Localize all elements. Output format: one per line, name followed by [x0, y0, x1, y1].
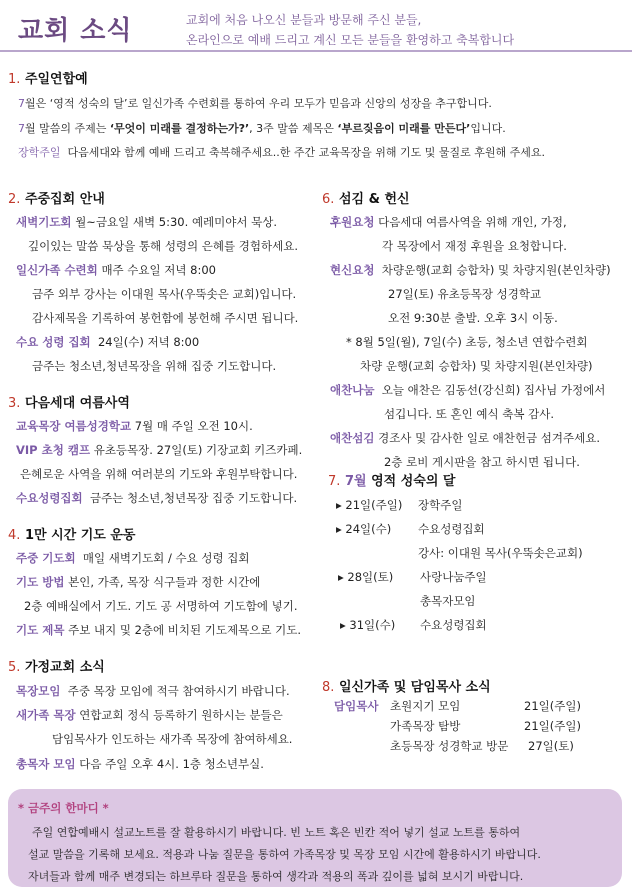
section-2-heading: 2. 주중집회 안내	[8, 192, 105, 207]
s8-date: 21일(주일)	[524, 719, 581, 733]
weekly-word-line: 주일 연합예배시 설교노트를 잘 활용하시기 바랍니다. 빈 노트 혹은 빈칸 적어 넣기 설교 노트를 통하여	[32, 826, 521, 839]
page-title: 교회 소식	[18, 16, 133, 46]
weekly-word-line: 자녀들과 함께 매주 변경되는 하브루타 질문을 통하여 생각과 적용의 폭과 깊이를 넓혀 보시기 바랍니다.	[28, 870, 524, 883]
s6-item: 차량 운행(교회 승합차) 및 차량지원(본인차량)	[360, 359, 593, 373]
section-1-heading: 1. 주일연합예	[8, 72, 88, 87]
s2-item: 깊이있는 말씀 묵상을 통해 성령의 은혜를 경험하세요.	[28, 239, 298, 253]
s2-item: 새벽기도회 월~금요일 새벽 5:30. 예레미야서 묵상.	[16, 215, 278, 229]
s3-item: 은혜로운 사역을 위해 여러분의 기도와 후원부탁합니다.	[20, 467, 298, 481]
s7-event: 수요성령집회	[418, 522, 485, 536]
s7-date: ▸ 28일(토)	[338, 570, 394, 584]
s3-item: 수요성령집회 금주는 청소년,청년목장 집중 기도합니다.	[16, 491, 298, 505]
s7-date: ▸ 24일(수)	[336, 522, 392, 536]
s6-item: 현신요청 차량운행(교회 승합차) 및 차량지원(본인차량)	[330, 263, 611, 277]
s3-item: VIP 초청 캠프 유초등목장. 27일(토) 기장교회 키즈카페.	[16, 443, 303, 457]
s7-event: 장학주일	[418, 498, 463, 512]
section-5-heading: 5. 가정교회 소식	[8, 660, 105, 675]
s7-event: 총목자모임	[420, 594, 476, 608]
s6-item: 오전 9:30분 출발. 오후 3시 이동.	[388, 311, 558, 325]
section-1-line-1: 7월은 ‘영적 성숙의 달’로 일신가족 수련회를 통하여 우리 모두가 믿음과 신앙의 성장을 추구합니다.	[18, 97, 492, 110]
section-1-line-2: 7월 말씀의 주제는 ‘무엇이 미래를 결정하는가?’, 3주 말씀 제목은 ‘부르짖음이 미래를 만든다’입니다.	[18, 122, 506, 135]
intro-line-1: 교회에 처음 나오신 분들과 방문해 주신 분들,	[186, 13, 422, 27]
s7-event: 수요성령집회	[420, 618, 487, 632]
section-4-heading: 4. 1만 시간 기도 운동	[8, 528, 136, 543]
s2-item: 감사제목을 기록하여 봉헌함에 봉헌해 주시면 됩니다.	[32, 311, 299, 325]
section-1-line-3: 장학주일 다음세대와 함께 예배 드리고 축복해주세요..한 주간 교육목장을 위해 기도 및 물질로 후원해 주세요.	[18, 146, 546, 159]
s4-item: 기도 제목 주보 내지 및 2층에 비치된 기도제목으로 기도.	[16, 623, 301, 637]
s4-item: 2층 예배실에서 기도. 기도 공 서명하여 기도함에 넣기.	[24, 599, 298, 613]
s5-item: 총목자 모임 다음 주일 오후 4시. 1층 청소년부실.	[16, 757, 264, 771]
s2-item: 일신가족 수련회 매주 수요일 저녁 8:00	[16, 263, 216, 277]
s8-event: 초원지기 모임	[390, 699, 461, 713]
s4-item: 기도 방법 본인, 가족, 목장 식구들과 정한 시간에	[16, 575, 261, 589]
header-divider	[0, 50, 632, 52]
s5-item: 목장모임 주중 목장 모임에 적극 참여하시기 바랍니다.	[16, 684, 290, 698]
s8-label: 담임목사	[334, 699, 379, 713]
s2-item: 금주는 청소년,청년목장을 위해 집중 기도합니다.	[32, 359, 277, 373]
s2-item: 금주 외부 강사는 이대원 목사(우뚝솟은 교회)입니다.	[32, 287, 297, 301]
s8-date: 27일(토)	[528, 739, 574, 753]
s8-date: 21일(주일)	[524, 699, 581, 713]
s8-event: 가족목장 탐방	[390, 719, 461, 733]
s5-item: 담임목사가 인도하는 새가족 목장에 참여하세요.	[52, 732, 293, 746]
weekly-word-title: * 금주의 한마디 *	[18, 801, 109, 815]
s8-event: 초등목장 성경학교 방문	[390, 739, 509, 753]
section-7-heading: 7. 7월 영적 성숙의 달	[328, 474, 456, 489]
s7-event: 강사: 이대원 목사(우뚝솟은교회)	[418, 546, 583, 560]
section-3-heading: 3. 다음세대 여름사역	[8, 396, 130, 411]
s2-item: 수요 성령 집회 24일(수) 저녁 8:00	[16, 335, 200, 349]
s7-date: ▸ 31일(수)	[340, 618, 396, 632]
section-8-heading: 8. 일신가족 및 담임목사 소식	[322, 680, 491, 695]
section-6-heading: 6. 섬김 & 헌신	[322, 192, 410, 207]
s7-date: ▸ 21일(주일)	[336, 498, 403, 512]
s6-item: 2층 로비 게시판을 참고 하시면 됩니다.	[384, 455, 580, 469]
s6-item: 애찬나눔 오늘 애찬은 김동선(강신희) 집사님 가정에서	[330, 383, 606, 397]
s6-item: 27일(토) 유초등목장 성경학교	[388, 287, 542, 301]
s3-item: 교육목장 여름성경학교 7월 매 주일 오전 10시.	[16, 419, 253, 433]
s6-item: 섬깁니다. 또 혼인 예식 축복 감사.	[384, 407, 555, 421]
s6-item: 애찬섬김 경조사 및 감사한 일로 애찬헌금 섬겨주세요.	[330, 431, 600, 445]
s6-item: * 8월 5일(월), 7일(수) 초등, 청소년 연합수련회	[346, 335, 588, 349]
weekly-word-line: 설교 말씀을 기록해 보세요. 적용과 나눔 질문을 통하여 가족목장 및 목장 모임 시간에 활용하시기 바랍니다.	[28, 848, 541, 861]
s4-item: 주중 기도회 매일 새벽기도회 / 수요 성령 집회	[16, 551, 250, 565]
s6-item: 후원요청 다음세대 여름사역을 위해 개인, 가정,	[330, 215, 567, 229]
s6-item: 각 목장에서 재정 후원을 요청합니다.	[382, 239, 567, 253]
s7-event: 사랑나눔주일	[420, 570, 487, 584]
s5-item: 새가족 목장 연합교회 정식 등록하기 원하시는 분들은	[16, 708, 283, 722]
intro-line-2: 온라인으로 예배 드리고 계신 모든 분들을 환영하고 축복합니다	[186, 33, 515, 47]
